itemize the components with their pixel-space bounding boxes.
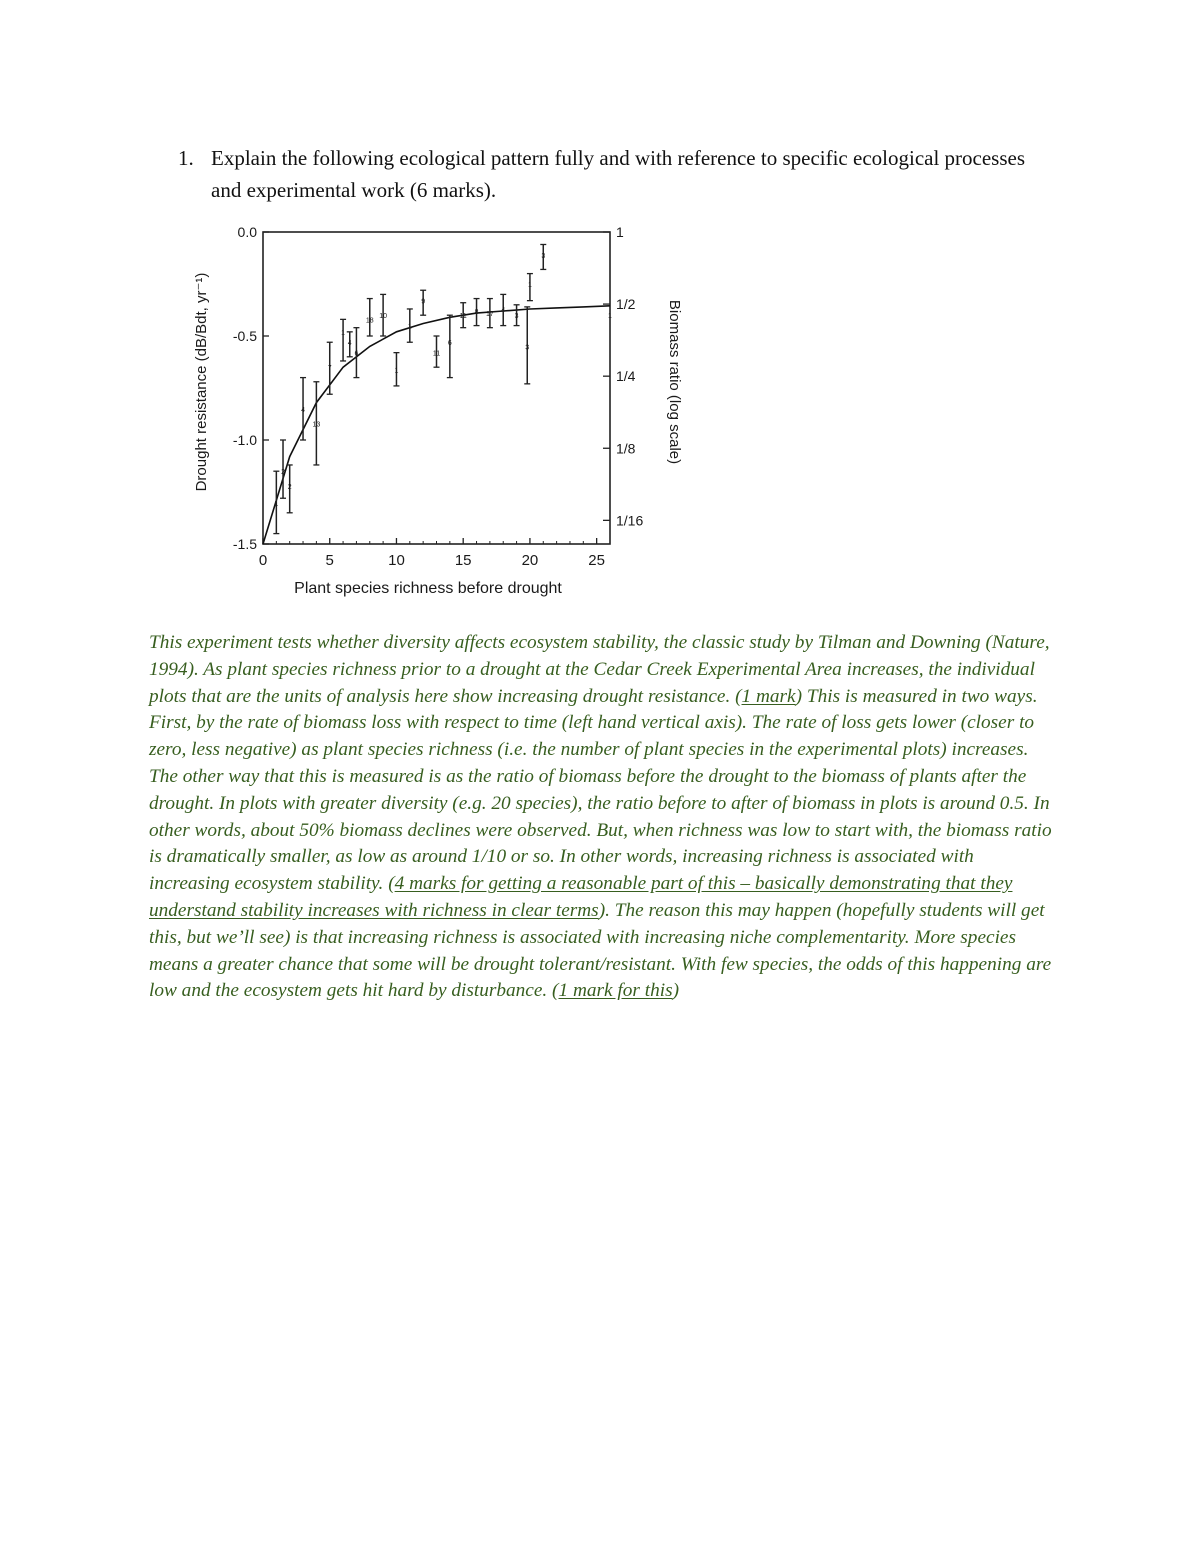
point-label: 2 <box>287 483 292 491</box>
x-tick-label: 15 <box>454 552 472 569</box>
y2-tick-label: 1/16 <box>616 512 644 529</box>
mark-note-2: 4 marks for getting a reasonable part of this – basically demonstrating that they understand stability increases with richness in clear terms <box>149 873 1013 921</box>
point-label: 6 <box>447 340 452 348</box>
y-axis-label: Drought resistance (dB/Bdt, yr⁻¹) <box>193 272 210 492</box>
point-label: 4 <box>501 306 506 314</box>
y-tick-label: 0.0 <box>237 224 257 240</box>
point-label: 1 <box>394 367 399 375</box>
point-label: 18 <box>365 317 374 325</box>
point-label: 8 <box>474 309 479 317</box>
answer-part-3: ). The reason this may happen (hopefully students will get this, but we’ll see) is that increasing richness is associated with increasing niche complementarity. More species means a greater chance that some will be drought tolerant/resistant. With few species, the odds of this happening are low and the ecosystem gets hit hard by disturbance. ( <box>149 899 1052 1002</box>
chart-svg <box>150 212 710 612</box>
point-label: 9 <box>421 298 426 306</box>
point-label: 1 <box>608 313 612 321</box>
x-tick-label: 0 <box>258 552 268 569</box>
x-tick-label: 25 <box>588 552 605 569</box>
point-label: 1 <box>407 323 412 331</box>
x-tick-label: 5 <box>325 552 334 569</box>
y2-tick-label: 1/4 <box>616 368 636 385</box>
y2-axis-label: Biomass ratio (log scale) <box>666 299 683 465</box>
question-text: Explain the following ecological pattern fully and with reference to specific ecological processes and experimental work (6 marks). <box>211 146 1026 202</box>
y2-tick-label: 1/2 <box>616 296 636 313</box>
answer-part-1: This experiment tests whether diversity affects ecosystem stability, the classic study by Tilman and Downing (Nature, 1994). As plant species richness prior to a drought at the Cedar Creek Experimental Area increases, the individual plots that are the units of analysis here show increasing drought resistance. ( <box>149 632 1050 707</box>
point-label: 13 <box>312 421 321 429</box>
point-label: 17 <box>485 311 494 319</box>
point-label: 7 <box>327 365 332 373</box>
plot-area <box>233 224 644 569</box>
y2-tick-label: 1 <box>616 224 624 240</box>
point-label: 4 <box>301 406 305 414</box>
point-label: 11 <box>459 313 467 321</box>
mark-note-1: 1 mark <box>741 685 796 707</box>
plot-frame <box>263 232 610 544</box>
x-tick-label: 20 <box>521 552 539 569</box>
point-label: 11 <box>432 350 441 358</box>
point-label: 3 <box>541 252 546 260</box>
mark-note-3: 1 mark for this <box>558 980 673 1002</box>
point-label: 1 <box>527 282 532 289</box>
x-axis-label: Plant species richness before drought <box>294 580 562 597</box>
answer-text <box>149 630 1059 1005</box>
x-tick-label: 10 <box>388 552 405 569</box>
y-tick-label: -1.0 <box>232 432 257 448</box>
point-label: 1 <box>341 329 346 337</box>
drought-resistance-chart <box>150 212 710 612</box>
point-label: 10 <box>379 313 388 321</box>
point-label: 3 <box>525 344 530 352</box>
y2-tick-label: 1/8 <box>616 440 636 457</box>
point-label: 3 <box>514 313 519 321</box>
y-tick-label: -0.5 <box>232 328 257 344</box>
point-label: 1 <box>274 500 279 508</box>
answer-part-2: ) This is measured in two ways. First, by the rate of biomass loss with respect to time (left hand vertical axis). The rate of loss gets lower (closer to zero, less negative) as plant species richness (i.e. the number of plant species in the experimental plots) increases. The other way that this is measured is as the ratio of biomass before the drought to the biomass of plants after the drought. In plots with greater diversity (e.g. 20 species), the ratio before to after of biomass in plots is around 0.5. In other words, about 50% biomass declines were observed. But, when richness was low to start with, the biomass ratio is dramatically smaller, as low as around 1/10 or so. In other words, increasing richness is associated with increasing ecosystem stability. ( <box>149 685 1052 895</box>
y-tick-label: -1.5 <box>232 536 257 552</box>
point-label: 4 <box>347 340 352 348</box>
point-label: 2 <box>281 469 285 477</box>
y-axis-label-group <box>193 273 210 492</box>
point-label: 6 <box>354 350 359 358</box>
answer-part-4: ) <box>672 980 679 1002</box>
question-number: 1. <box>178 146 194 170</box>
